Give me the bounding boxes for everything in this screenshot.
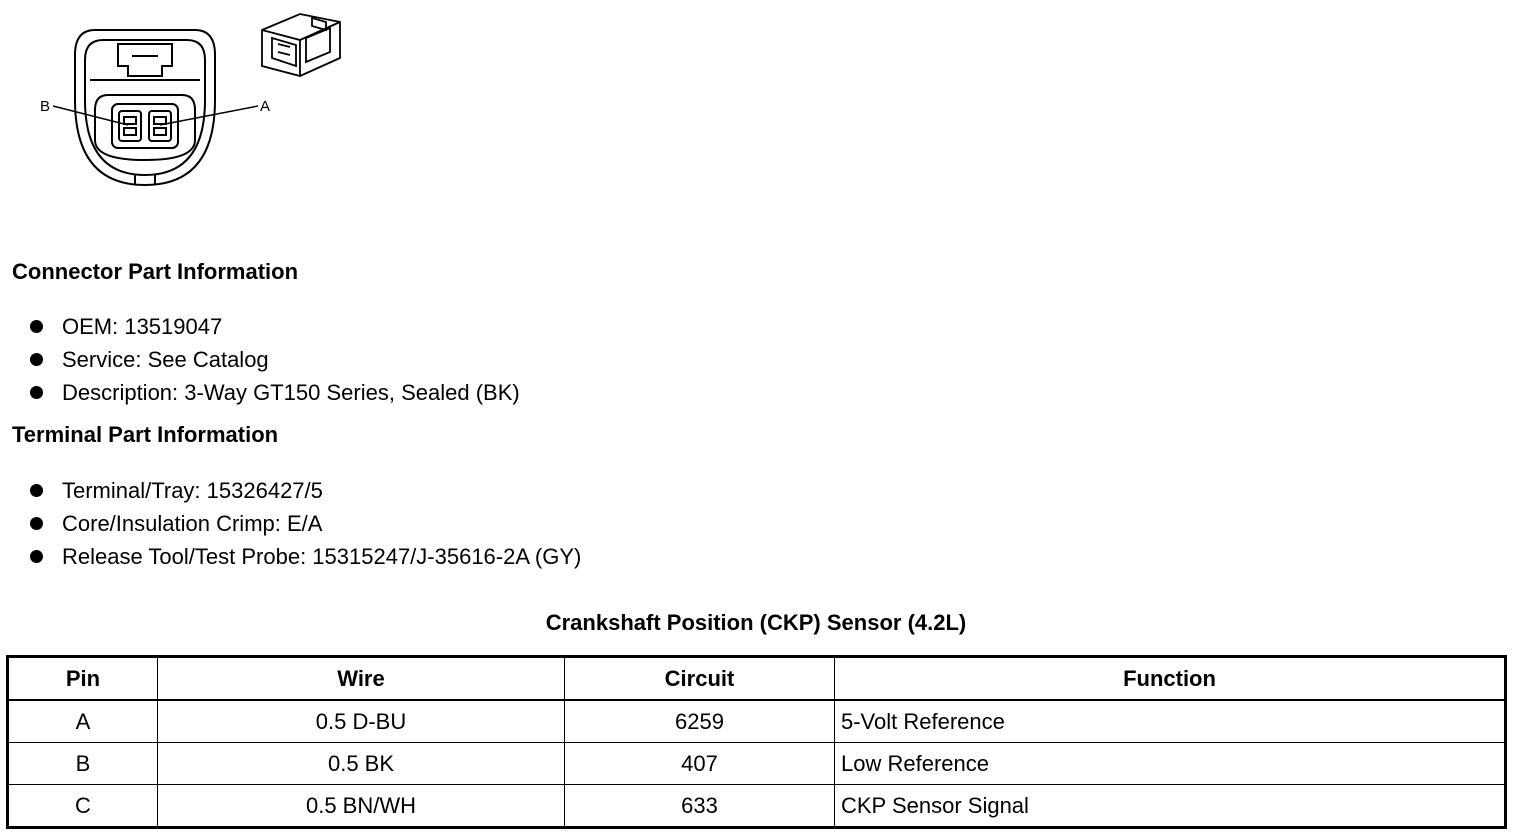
cell-wire: 0.5 BN/WH	[158, 785, 565, 828]
cell-function: Low Reference	[835, 743, 1506, 785]
connector-diagram	[0, 0, 400, 220]
header-pin: Pin	[8, 657, 158, 701]
bullet-icon	[30, 517, 43, 530]
pin-cavity-a	[149, 111, 171, 141]
connector-info-list	[30, 310, 520, 409]
bullet-icon	[30, 386, 43, 399]
connector-inner-shell	[85, 40, 205, 175]
list-item: OEM: 13519047	[30, 310, 520, 343]
pin-table-title: Crankshaft Position (CKP) Sensor (4.2L)	[545, 610, 967, 635]
list-item: Release Tool/Test Probe: 15315247/J-35616-2A (GY)	[30, 540, 581, 573]
cell-pin: B	[8, 743, 158, 785]
pin-label-b: B	[40, 98, 51, 115]
list-item: Description: 3-Way GT150 Series, Sealed (BK)	[30, 376, 520, 409]
connector-info-title: Connector Part Information	[12, 259, 299, 284]
header-wire: Wire	[158, 657, 565, 701]
cell-circuit: 6259	[565, 700, 835, 743]
cell-wire: 0.5 D-BU	[158, 700, 565, 743]
terminal-info-title: Terminal Part Information	[12, 422, 279, 447]
terminal-info-list	[30, 474, 581, 573]
cell-wire: 0.5 BK	[158, 743, 565, 785]
bullet-icon	[30, 550, 43, 563]
header-function: Function	[835, 657, 1506, 701]
table-row	[8, 700, 1506, 743]
cell-function: CKP Sensor Signal	[835, 785, 1506, 828]
pin-cavity-b	[119, 111, 141, 141]
bullet-icon	[30, 484, 43, 497]
list-item: Core/Insulation Crimp: E/A	[30, 507, 581, 540]
list-item: Terminal/Tray: 15326427/5	[30, 474, 581, 507]
cell-function: 5-Volt Reference	[835, 700, 1506, 743]
bullet-icon	[30, 353, 43, 366]
cell-circuit: 633	[565, 785, 835, 828]
bullet-icon	[30, 320, 43, 333]
cell-pin: C	[8, 785, 158, 828]
table-header-row	[8, 657, 1506, 701]
connector-latch	[118, 44, 172, 76]
header-circuit: Circuit	[565, 657, 835, 701]
table-row	[8, 785, 1506, 828]
cell-circuit: 407	[565, 743, 835, 785]
table-row	[8, 743, 1506, 785]
pinout-table	[6, 655, 1507, 829]
list-item: Service: See Catalog	[30, 343, 520, 376]
connector-isometric-view	[262, 14, 340, 76]
cell-pin: A	[8, 700, 158, 743]
pin-label-a: A	[260, 98, 271, 115]
